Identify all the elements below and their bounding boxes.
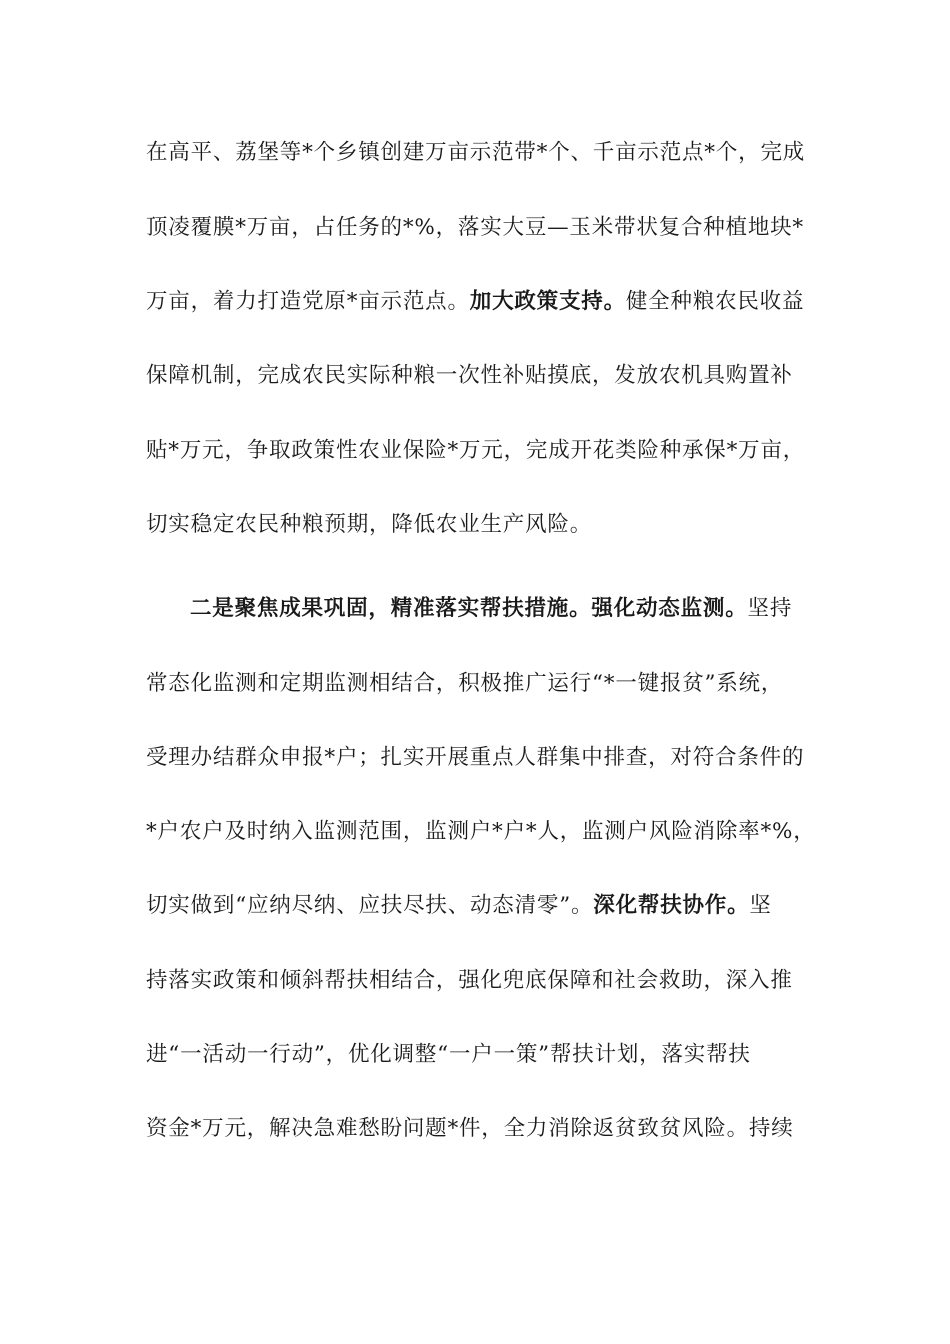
text-line: 常态化监测和定期监测相结合，积极推广运行“*一键报贫”系统， (146, 671, 784, 696)
text-line: 保障机制，完成农民实际种粮一次性补贴摸底，发放农机具购置补 (146, 363, 793, 388)
text-line: 切实稳定农民种粮预期，降低农业生产风险。 (146, 512, 593, 537)
bold-heading: 深化帮扶协作。 (593, 893, 750, 918)
text-line: 持落实政策和倾斜帮扶相结合，强化兜底保障和社会救助，深入推 (146, 968, 793, 993)
bold-heading: 二是聚焦成果巩固，精准落实帮扶措施。强化动态监测。 (190, 596, 748, 621)
text-line: 在高平、荔堡等*个乡镇创建万亩示范带*个、千亩示范点*个，完成 (146, 140, 806, 165)
text-line: 受理办结群众申报*户；扎实开展重点人群集中排查，对符合条件的 (146, 745, 805, 770)
text-line: 贴*万元，争取政策性农业保险*万元，完成开花类险种承保*万亩， (146, 438, 806, 463)
text-line: 顶凌覆膜*万亩，占任务的*%，落实大豆—玉米带状复合种植地块* (146, 215, 804, 240)
text-line: *户农户及时纳入监测范围，监测户*户*人，监测户风险消除率*%， (146, 819, 816, 844)
text-line: 切实做到“应纳尽纳、应扶尽扶、动态清零”。深化帮扶协作。坚 (146, 893, 772, 918)
paragraph-start-line: 二是聚焦成果巩固，精准落实帮扶措施。强化动态监测。坚持 (190, 596, 793, 621)
text-line: 万亩，着力打造党原*亩示范点。加大政策支持。健全种粮农民收益 (146, 289, 805, 314)
bold-heading: 加大政策支持。 (469, 289, 626, 314)
text-line: 资金*万元，解决急难愁盼问题*件，全力消除返贫致贫风险。持续 (146, 1116, 794, 1141)
text-line: 进“一活动一行动”，优化调整“一户一策”帮扶计划，落实帮扶 (146, 1042, 751, 1067)
